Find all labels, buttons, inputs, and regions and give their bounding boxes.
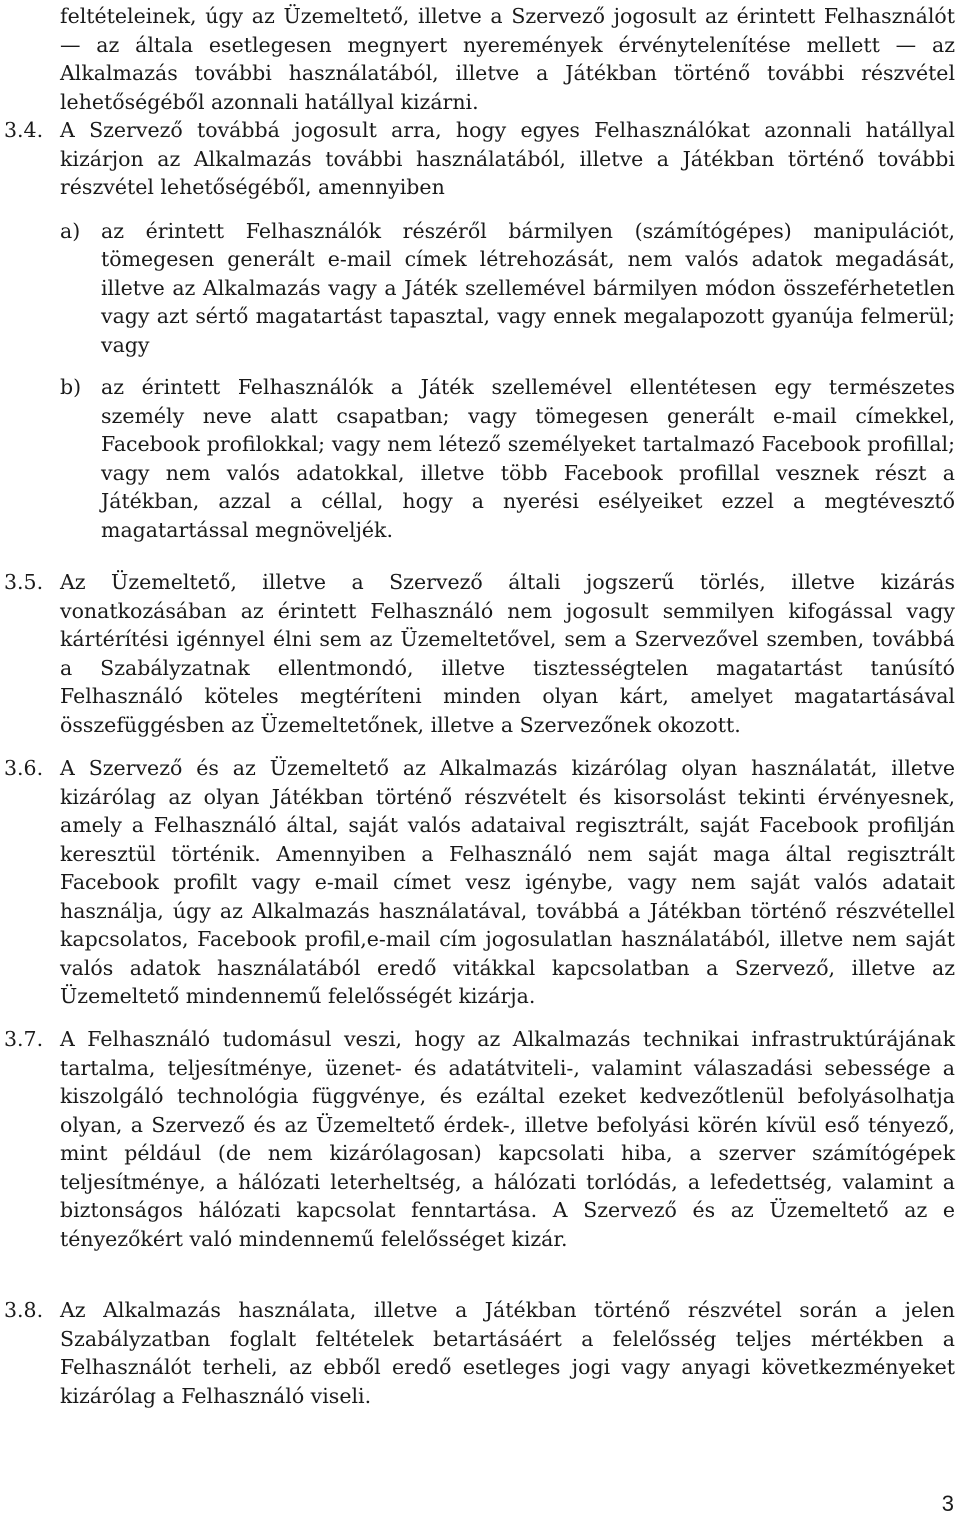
section-number: 3.6. <box>4 756 44 780</box>
section-3-4 <box>4 116 955 544</box>
section-text: Az Üzemeltető, illetve a Szervező általi jogszerű törlés, illetve kizárás vonatkozásában az érintett Felhasználó nem jogosult semmilyen kifogással vagy kártérítési igénnyel élni sem az Üzemeltetővel, sem a Szervezővel szemben, továbbá a Szabályzatnak ellentmondó, illetve tisztességtelen magatartást tanúsító Felhasználó köteles megtéríteni minden olyan kárt, amelyet magatartásával összefüggésben az Üzemeltetőnek, illetve a Szervezőnek okozott. <box>60 570 955 737</box>
section-number: 3.7. <box>4 1027 44 1051</box>
list-item-b <box>60 373 955 544</box>
section-3-6 <box>4 754 955 1011</box>
section-3-7 <box>4 1025 955 1253</box>
section-text: Az Alkalmazás használata, illetve a Játékban történő részvétel során a jelen Szabályzatban foglalt feltételek betartásáért a felelősség teljes mértékben a Felhasználót terheli, az ebből eredő esetleges jogi vagy anyagi következményeket kizárólag a Felhasználó viseli. <box>60 1298 955 1408</box>
intro-paragraph: feltételeinek, úgy az Üzemeltető, illetve a Szervező jogosult az érintett Felhasználót — az általa esetlegesen megnyert nyeremények érvénytelenítése mellett — az Alkalmazás további használatából, illetve a Játékban történő további részvétel lehetőségéből azonnali hatállyal kizárni. <box>60 4 955 114</box>
section-number: 3.4. <box>4 118 44 142</box>
section-3-8 <box>4 1296 955 1410</box>
list-item-a <box>60 217 955 360</box>
list-item-text: az érintett Felhasználók részéről bármilyen (számítógépes) manipulációt, tömegesen generált e-mail címek létrehozását, nem valós adatok megadását, illetve az Alkalmazás vagy a Játék szellemével bármilyen módon összeférhetetlen vagy azt sértő magatartást tapasztal, vagy ennek megalapozott gyanúja felmerül; vagy <box>101 218 955 357</box>
page-number: 3 <box>941 1491 954 1516</box>
section-text: A Felhasználó tudomásul veszi, hogy az Alkalmazás technikai infrastruktúrájának tartalma, teljesítménye, üzenet- és adatátviteli-, valamint válaszadási sebessége a kiszolgáló technológia függvénye, és ezáltal ezeket kedvezőtlenül befolyásolhatja olyan, a Szervező és az Üzemeltető érdek-, illetve befolyási körén kívül eső tényező, mint például (de nem kizárólagosan) kapcsolati hiba, a szerver számítógépek teljesítménye, a hálózati leterheltség, a hálózati torlódás, a lefedettség, valamint a biztonságos hálózati kapcsolat fenntartása. A Szervező és az Üzemeltető az e tényezőkért való mindennemű felelősséget kizár. <box>60 1027 955 1251</box>
list-item-letter: b) <box>60 375 82 399</box>
section-text: A Szervező és az Üzemeltető az Alkalmazás kizárólag olyan használatát, illetve kizárólag az olyan Játékban történő részvételt és kisorsolást tekinti érvényesnek, amely a Felhasználó által, saját valós adataival regisztrált, saját Facebook profilján keresztül történik. Amennyiben a Felhasználó nem saját maga által regisztrált Facebook profilt vagy e-mail címet vesz igénybe, vagy nem saját valós adatait használja, úgy az Alkalmazás használatával, továbbá a Játékban történő részvétellel kapcsolatos, Facebook profil,e-mail cím jogosulatlan használatából, illetve nem saját valós adatok használatából eredő vitákkal kapcsolatban a Szervező, illetve az Üzemeltető mindennemű felelősségét kizárja. <box>60 756 955 1008</box>
section-3-5 <box>4 568 955 739</box>
section-text: A Szervező továbbá jogosult arra, hogy egyes Felhasználókat azonnali hatállyal kizárjon az Alkalmazás további használatából, illetve a Játékban történő további részvétel lehetőségéből, amennyiben <box>60 118 955 199</box>
section-number: 3.8. <box>4 1298 44 1322</box>
section-number: 3.5. <box>4 570 44 594</box>
list-item-letter: a) <box>60 218 81 243</box>
list-item-text: az érintett Felhasználók a Játék szellemével ellentétesen egy természetes személy neve alatt csapatban; vagy tömegesen generált e-mail címekkel, Facebook profilokkal; vagy nem létező személyeket tartalmazó Facebook profillal; vagy nem valós adatokkal, illetve több Facebook profillal vesznek részt a Játékban, azzal a céllal, hogy a nyerési esélyeiket ezzel a megtévesztő magatartással megnöveljék. <box>101 375 955 542</box>
